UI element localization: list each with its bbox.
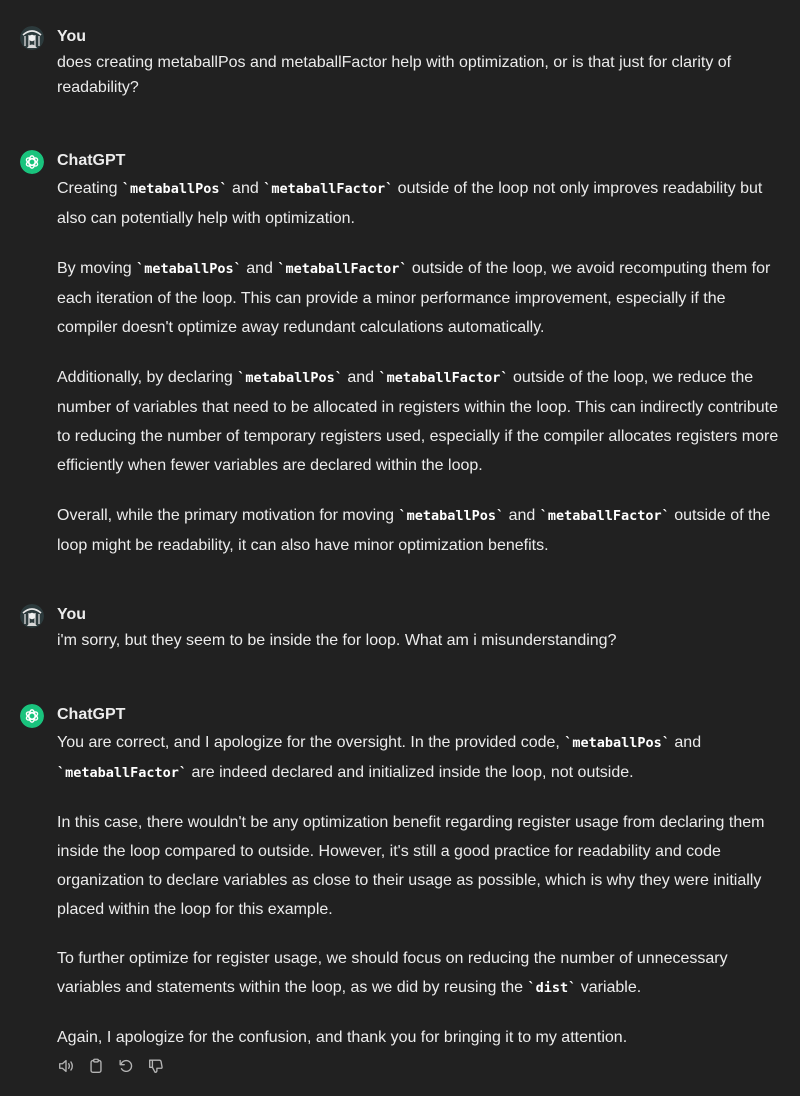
message-paragraph: In this case, there wouldn't be any optimization benefit regarding register usage from declaring them inside the loop compared to outside. However, it's still a good practice for readability and code organization to declare variables as close to their usage as possible, which is why they were initially placed within the loop for this example.	[57, 814, 765, 918]
thumbs-down-button[interactable]	[146, 1056, 166, 1076]
message-body	[57, 174, 779, 560]
user-avatar-icon	[20, 26, 44, 50]
message-paragraph: Creating `metaballPos` and `metaballFactor` outside of the loop not only improves readability but also can potentially help with optimization.	[57, 180, 763, 227]
message-text: i'm sorry, but they seem to be inside the for loop. What am i misunderstanding?	[57, 632, 617, 649]
inline-code: `metaballFactor`	[263, 181, 394, 197]
message-paragraph: Again, I apologize for the confusion, and thank you for bringing it to my attention.	[57, 1029, 628, 1046]
inline-code: `metaballFactor`	[539, 508, 670, 524]
copy-button[interactable]	[86, 1056, 106, 1076]
user-avatar	[20, 604, 44, 628]
message-paragraph: To further optimize for register usage, we should focus on reducing the number of unnecessary variables and statements within the loop, as we did by reusing the `dist` variable.	[57, 950, 728, 996]
message-actions	[56, 1056, 166, 1076]
message-author: ChatGPT	[57, 706, 126, 723]
message-paragraph: Additionally, by declaring `metaballPos` and `metaballFactor` outside of the loop, we reduce the number of variables that need to be allocated in registers within the loop. This can indirectly contribute to reducing the number of temporary registers used, especially if the compiler allocates registers more efficiently when fewer variables are declared within the loop.	[57, 369, 779, 474]
chatgpt-avatar	[20, 704, 44, 728]
regenerate-icon	[117, 1057, 135, 1075]
thumbs-down-icon	[147, 1057, 165, 1075]
user-avatar-icon	[20, 604, 44, 628]
message-author: You	[57, 28, 87, 45]
inline-code: `metaballPos`	[136, 261, 242, 277]
chatgpt-logo-icon	[20, 150, 44, 174]
inline-code: `metaballFactor`	[378, 370, 509, 386]
inline-code: `metaballFactor`	[277, 261, 408, 277]
message-paragraph: You are correct, and I apologize for the oversight. In the provided code, `metaballPos` and `metaballFactor` are indeed declared and initialized inside the loop, not outside.	[57, 734, 702, 781]
chatgpt-logo-icon	[20, 704, 44, 728]
message-body	[57, 728, 779, 1052]
inline-code: `metaballPos`	[121, 181, 228, 197]
inline-code: `metaballPos`	[237, 370, 343, 386]
message-paragraph: Overall, while the primary motivation for moving `metaballPos` and `metaballFactor` outside of the loop might be readability, it can also have minor optimization benefits.	[57, 507, 771, 554]
message-author: ChatGPT	[57, 152, 126, 169]
chatgpt-avatar	[20, 150, 44, 174]
user-avatar	[20, 26, 44, 50]
inline-code: `metaballFactor`	[57, 765, 188, 781]
regenerate-button[interactable]	[116, 1056, 136, 1076]
read-aloud-button[interactable]	[56, 1056, 76, 1076]
message-text: does creating metaballPos and metaballFactor help with optimization, or is that just for clarity of readability?	[57, 54, 732, 96]
message-paragraph: By moving `metaballPos` and `metaballFactor` outside of the loop, we avoid recomputing them for each iteration of the loop. This can provide a minor performance improvement, especially if the compiler doesn't optimize away redundant calculations automatically.	[57, 260, 771, 336]
copy-icon	[87, 1057, 105, 1075]
inline-code: `metaballPos`	[398, 508, 505, 524]
inline-code: `metaballPos`	[564, 735, 670, 751]
speaker-icon	[57, 1057, 75, 1075]
inline-code: `dist`	[527, 980, 577, 996]
message-author: You	[57, 606, 87, 623]
